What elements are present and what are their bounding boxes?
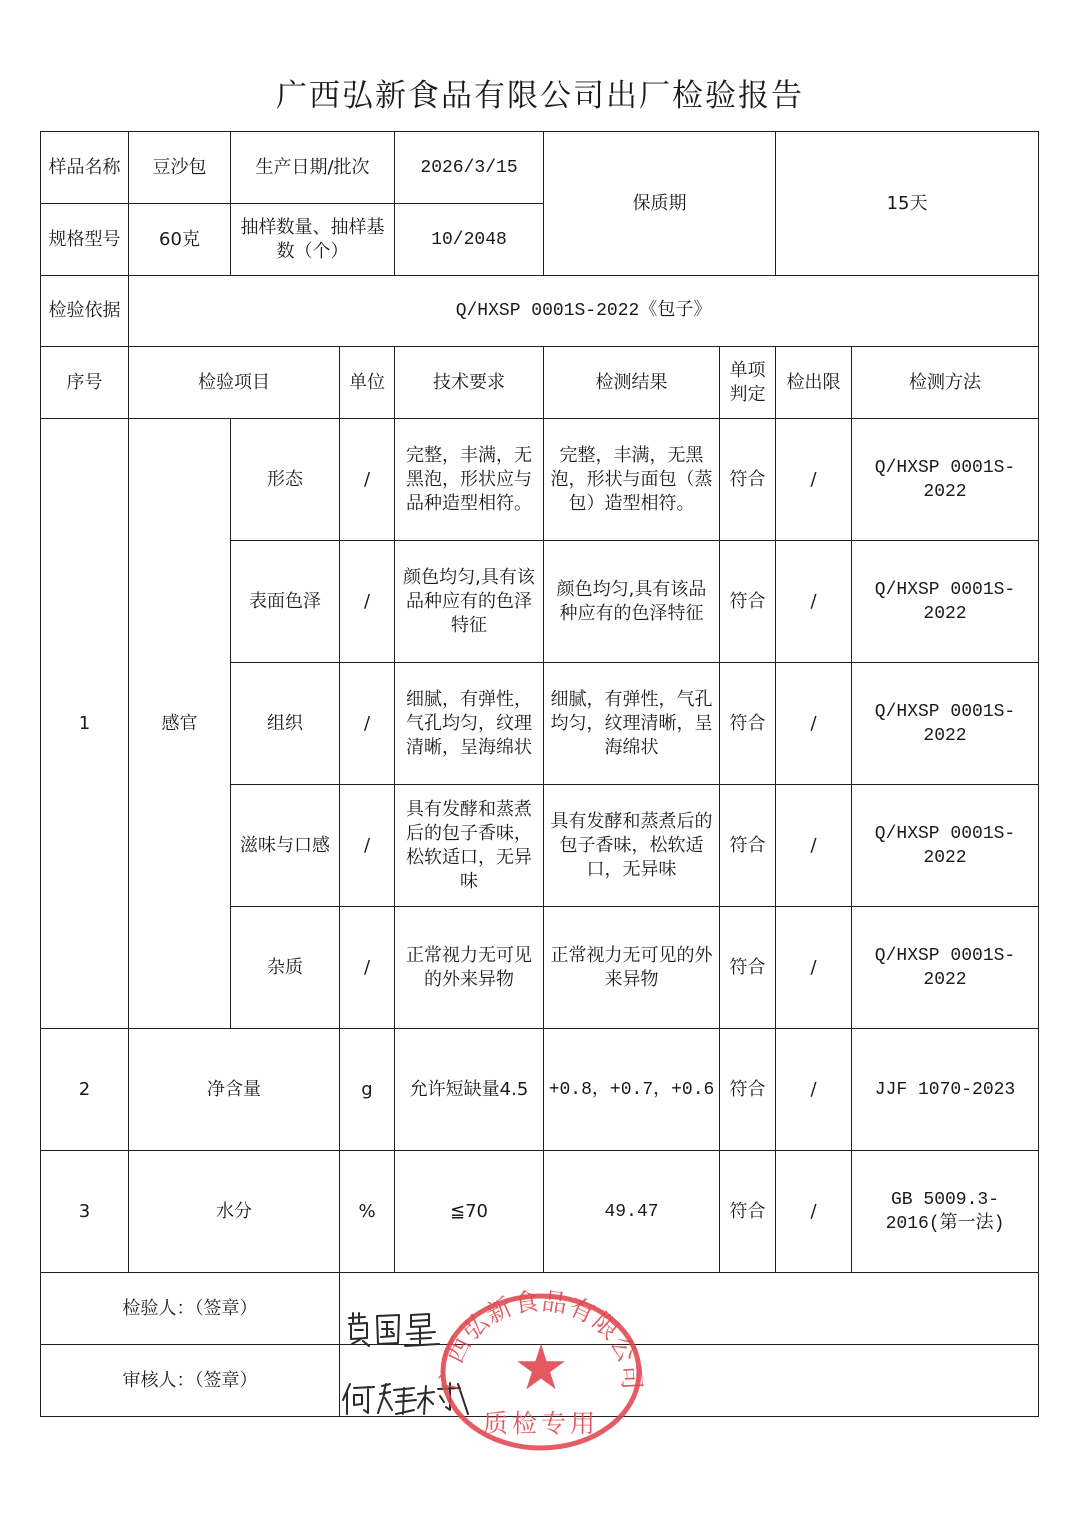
table-row — [41, 419, 1039, 541]
sample-name-value: 豆沙包 — [129, 132, 231, 204]
inspector-signature — [345, 1308, 445, 1354]
limit-cell: / — [776, 1029, 852, 1151]
result-cell: 正常视力无可见的外来异物 — [544, 907, 720, 1029]
date-batch-value: 2026/3/15 — [395, 132, 544, 204]
result-cell: 颜色均匀,具有该品种应有的色泽特征 — [544, 541, 720, 663]
date-batch-label: 生产日期/批次 — [231, 132, 395, 204]
limit-cell: / — [776, 1151, 852, 1273]
judgement-cell: 符合 — [720, 1151, 776, 1273]
limit-cell: / — [776, 419, 852, 541]
requirement-cell: 细腻，有弹性，气孔均匀，纹理清晰，呈海绵状 — [395, 663, 544, 785]
result-cell: 细腻，有弹性，气孔均匀，纹理清晰，呈海绵状 — [544, 663, 720, 785]
method-cell: Q/HXSP 0001S-2022 — [852, 663, 1039, 785]
header-limit: 检出限 — [776, 347, 852, 419]
header-requirement: 技术要求 — [395, 347, 544, 419]
item-no: 3 — [41, 1151, 129, 1273]
company-seal-stamp — [435, 1282, 647, 1452]
report-title: 广西弘新食品有限公司出厂检验报告 — [276, 78, 804, 114]
sub-item: 形态 — [231, 419, 340, 541]
header-row — [41, 347, 1039, 419]
judgement-cell: 符合 — [720, 541, 776, 663]
method-cell: Q/HXSP 0001S-2022 — [852, 419, 1039, 541]
result-cell: 完整，丰满，无黑泡，形状与面包（蒸包）造型相符。 — [544, 419, 720, 541]
method-cell: Q/HXSP 0001S-2022 — [852, 785, 1039, 907]
unit-cell: / — [340, 663, 395, 785]
basis-value: Q/HXSP 0001S-2022《包子》 — [129, 276, 1039, 347]
result-cell: +0.8，+0.7，+0.6 — [544, 1029, 720, 1151]
header-method: 检测方法 — [852, 347, 1039, 419]
report-table-wrapper — [40, 131, 1039, 1417]
spec-label: 规格型号 — [41, 204, 129, 276]
method-cell: Q/HXSP 0001S-2022 — [852, 541, 1039, 663]
inspector-label: 检验人：（签章） — [41, 1273, 340, 1345]
unit-cell: / — [340, 785, 395, 907]
sub-item: 杂质 — [231, 907, 340, 1029]
inspection-report-table — [40, 131, 1039, 1417]
unit-cell: / — [340, 541, 395, 663]
header-judgement: 单项判定 — [720, 347, 776, 419]
sub-item: 滋味与口感 — [231, 785, 340, 907]
seal-icon — [435, 1282, 647, 1452]
basis-row — [41, 276, 1039, 347]
unit-cell: g — [340, 1029, 395, 1151]
header-result: 检测结果 — [544, 347, 720, 419]
unit-cell: % — [340, 1151, 395, 1273]
judgement-cell: 符合 — [720, 1029, 776, 1151]
limit-cell: / — [776, 785, 852, 907]
inspector-signature-scribble — [345, 1308, 445, 1350]
unit-cell: / — [340, 419, 395, 541]
method-cell: Q/HXSP 0001S-2022 — [852, 907, 1039, 1029]
method-cell: GB 5009.3-2016(第一法) — [852, 1151, 1039, 1273]
item-no: 2 — [41, 1029, 129, 1151]
header-unit: 单位 — [340, 347, 395, 419]
judgement-cell: 符合 — [720, 419, 776, 541]
sub-item: 表面色泽 — [231, 541, 340, 663]
header-item: 检验项目 — [129, 347, 340, 419]
table-row — [41, 1151, 1039, 1273]
limit-cell: / — [776, 907, 852, 1029]
header-no: 序号 — [41, 347, 129, 419]
limit-cell: / — [776, 541, 852, 663]
judgement-cell: 符合 — [720, 663, 776, 785]
svg-text:质检专用: 质检专用 — [482, 1409, 600, 1438]
svg-text:广西弘新食品有限公司: 广西弘新食品有限公司 — [435, 1286, 647, 1392]
limit-cell: / — [776, 663, 852, 785]
unit-cell: / — [340, 907, 395, 1029]
sampling-label: 抽样数量、抽样基数（个） — [231, 204, 395, 276]
result-cell: 具有发酵和蒸煮后的包子香味，松软适口，无异味 — [544, 785, 720, 907]
sub-item: 组织 — [231, 663, 340, 785]
sensory-category: 感官 — [129, 419, 231, 1029]
shelf-life-value: 15天 — [776, 132, 1039, 276]
item-name: 水分 — [129, 1151, 340, 1273]
sensory-no: 1 — [41, 419, 129, 1029]
requirement-cell: 颜色均匀,具有该品种应有的色泽特征 — [395, 541, 544, 663]
requirement-cell: 具有发酵和蒸煮后的包子香味，松软适口，无异味 — [395, 785, 544, 907]
sample-name-label: 样品名称 — [41, 132, 129, 204]
requirement-cell: 正常视力无可见的外来异物 — [395, 907, 544, 1029]
requirement-cell: 允许短缺量4.5 — [395, 1029, 544, 1151]
judgement-cell: 符合 — [720, 907, 776, 1029]
spec-value: 60克 — [129, 204, 231, 276]
method-cell: JJF 1070-2023 — [852, 1029, 1039, 1151]
reviewer-label: 审核人：（签章） — [41, 1345, 340, 1417]
sampling-value: 10/2048 — [395, 204, 544, 276]
table-row — [41, 1029, 1039, 1151]
requirement-cell: ≦70 — [395, 1151, 544, 1273]
judgement-cell: 符合 — [720, 785, 776, 907]
requirement-cell: 完整，丰满，无黑泡，形状应与品种造型相符。 — [395, 419, 544, 541]
info-row-1 — [41, 132, 1039, 204]
item-name: 净含量 — [129, 1029, 340, 1151]
basis-label: 检验依据 — [41, 276, 129, 347]
shelf-life-label: 保质期 — [544, 132, 776, 276]
result-cell: 49.47 — [544, 1151, 720, 1273]
